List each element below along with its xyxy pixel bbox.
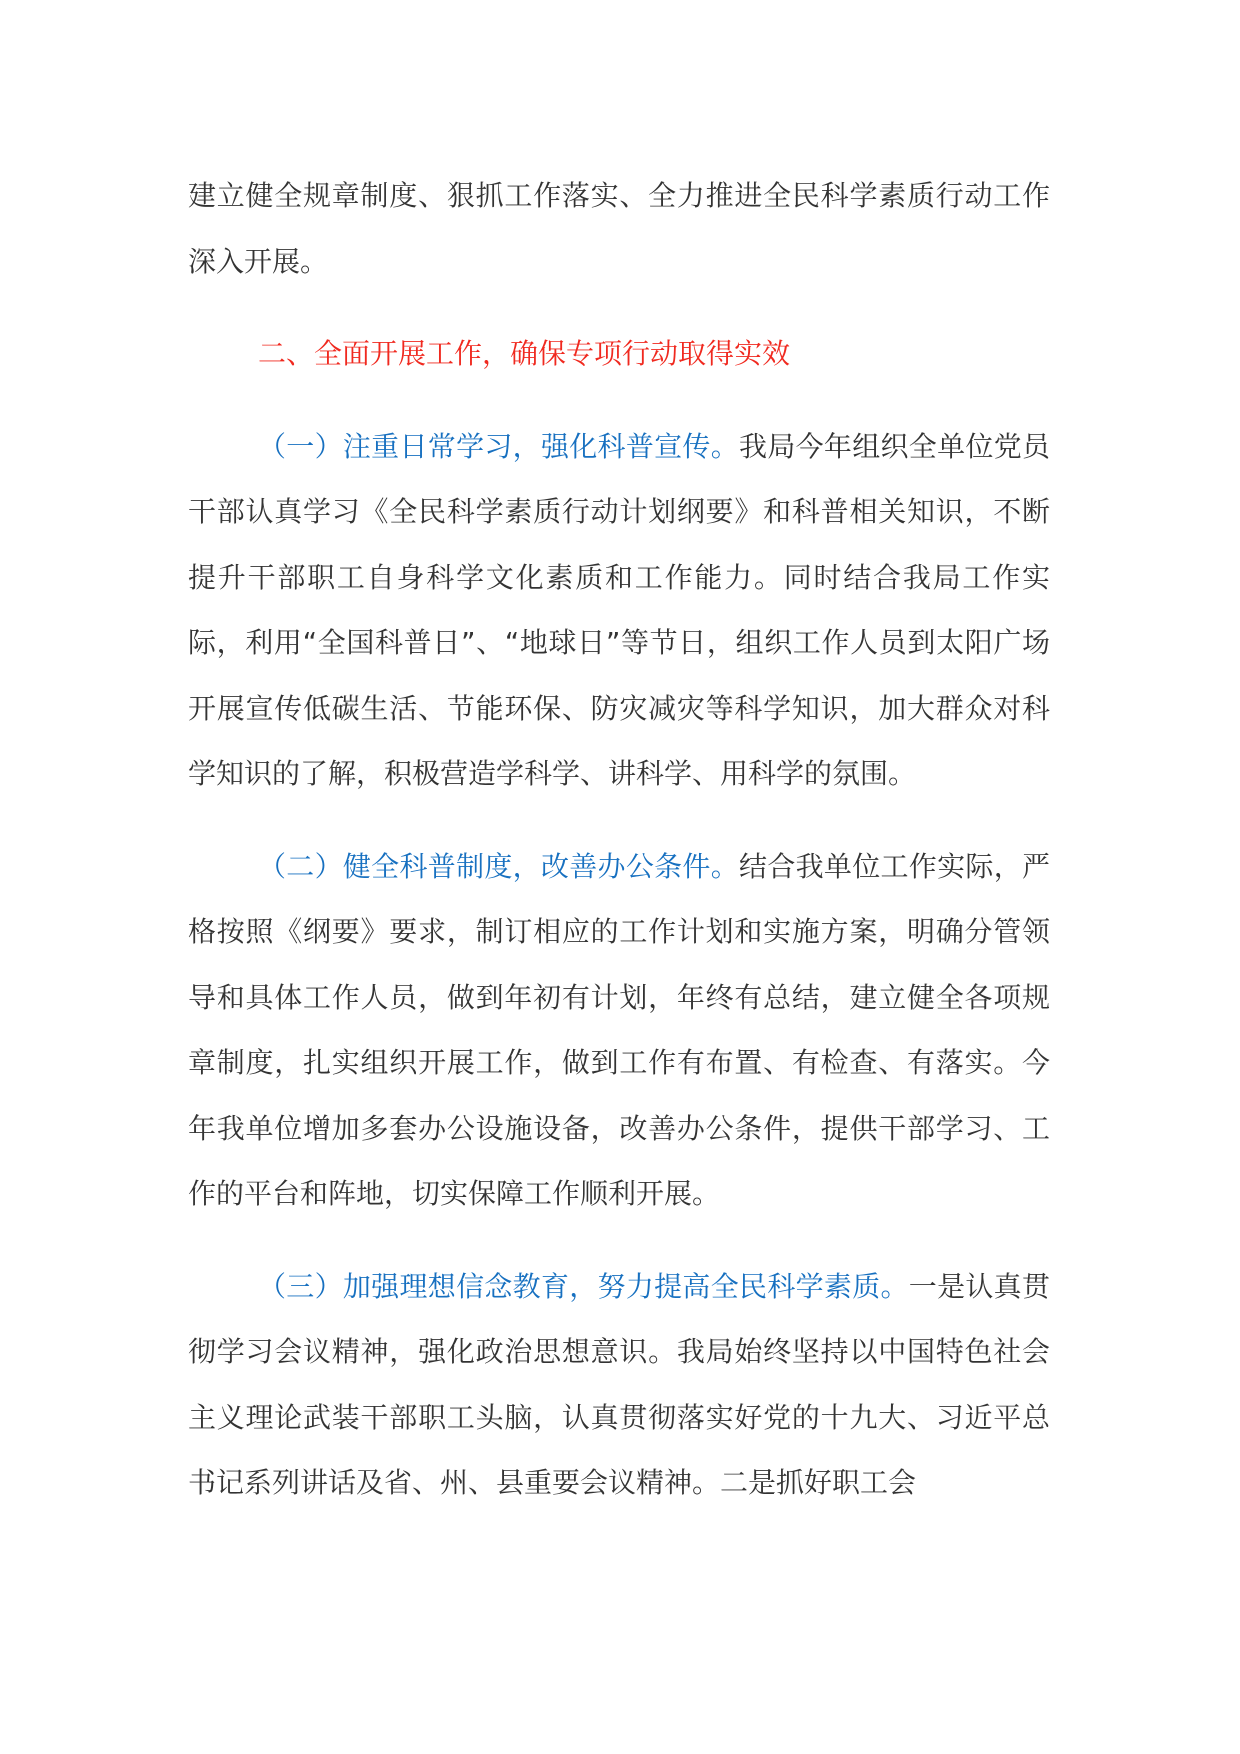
paragraph-item-1 xyxy=(188,414,1050,807)
section-heading-text: 二、全面开展工作，确保专项行动取得实效 xyxy=(258,337,791,370)
item-1-body: 我局今年组织全单位党员干部认真学习《全民科学素质行动计划纲要》和科普相关知识，不断提升干部职工自身科学文化素质和工作能力。同时结合我局工作实际，利用“全国科普日”、“地球日”等节日，组织工作人员到太阳广场开展宣传低碳生活、节能环保、防灾减灾等科学知识，加大群众对科学知识的了解，积极营造学科学、讲科学、用科学的氛围。 xyxy=(188,429,1050,790)
item-2-body: 结合我单位工作实际，严格按照《纲要》要求，制订相应的工作计划和实施方案，明确分管领导和具体工作人员，做到年初有计划，年终有总结，建立健全各项规章制度，扎实组织开展工作，做到工作有布置、有检查、有落实。今年我单位增加多套办公设施设备，改善办公条件，提供干部学习、工作的平台和阵地，切实保障工作顺利开展。 xyxy=(188,849,1050,1210)
item-3-heading: （三）加强理想信念教育，努力提高全民科学素质。 xyxy=(258,1269,909,1303)
paragraph-item-2 xyxy=(188,834,1050,1227)
item-3-body: 一是认真贯彻学习会议精神，强化政治思想意识。我局始终坚持以中国特色社会主义理论武装干部职工头脑，认真贯彻落实好党的十九大、习近平总书记系列讲话及省、州、县重要会议精神。二是抓好职工会 xyxy=(188,1269,1050,1499)
continuation-paragraph xyxy=(188,163,1050,294)
continuation-text: 建立健全规章制度、狠抓工作落实、全力推进全民科学素质行动工作深入开展。 xyxy=(188,179,1050,278)
item-1-heading: （一）注重日常学习，强化科普宣传。 xyxy=(258,429,740,463)
paragraph-item-3 xyxy=(188,1254,1050,1516)
section-heading xyxy=(188,321,1050,387)
item-2-heading: （二）健全科普制度，改善办公条件。 xyxy=(258,849,740,883)
document-body xyxy=(188,163,1050,1516)
